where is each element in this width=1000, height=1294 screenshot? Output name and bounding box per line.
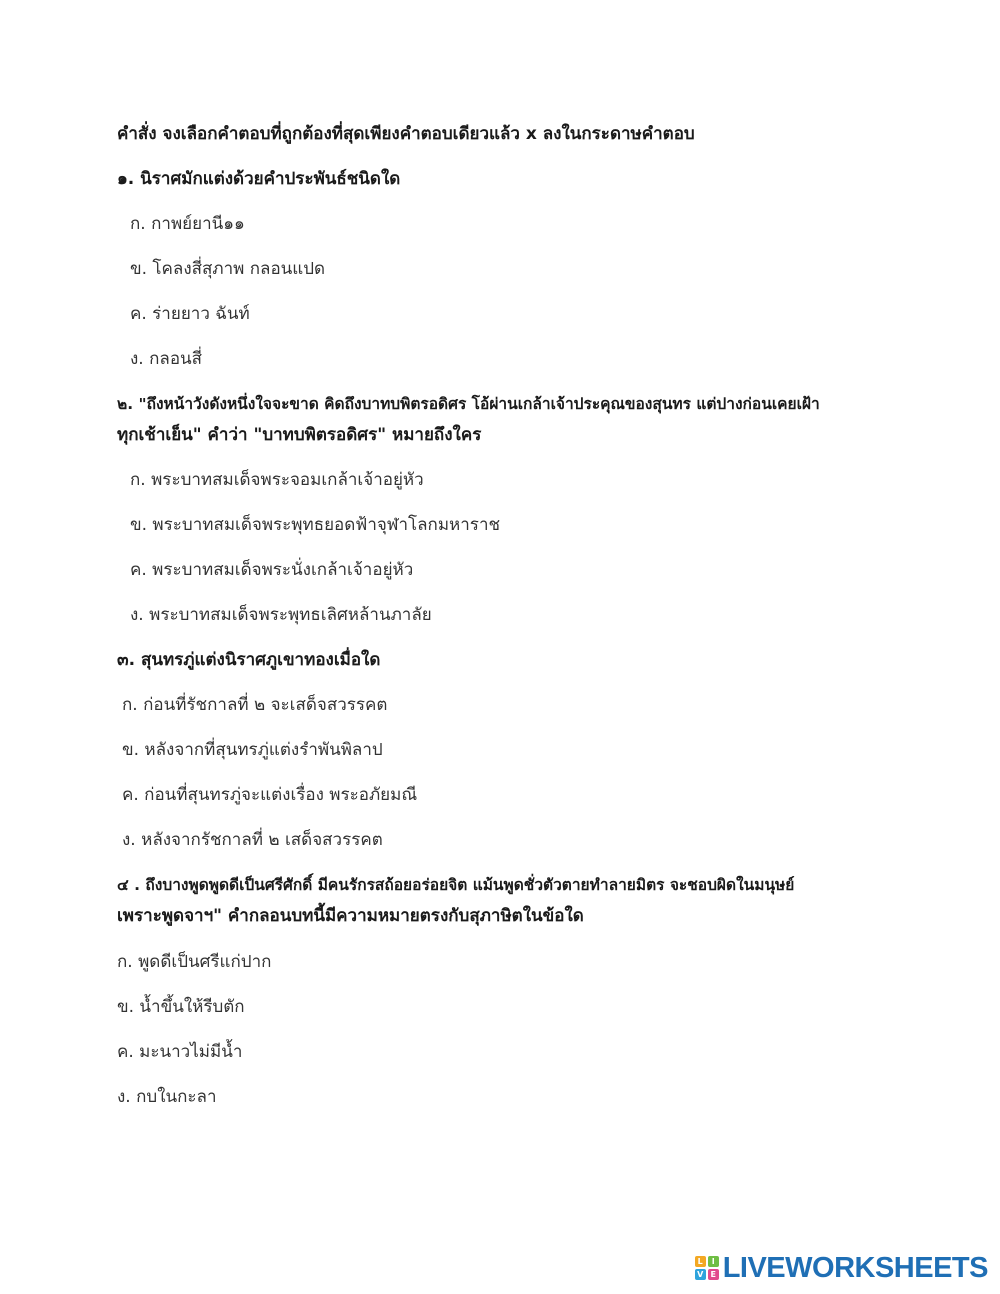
question-3-option-a[interactable]: ก. ก่อนที่รัชกาลที่ ๒ จะเสด็จสวรรคต	[122, 695, 388, 715]
question-4-option-d[interactable]: ง. กบในกะลา	[117, 1087, 217, 1107]
question-1-text: ๑. นิราศมักแต่งด้วยคำประพันธ์ชนิดใด	[117, 169, 401, 189]
question-1-option-d[interactable]: ง. กลอนสี่	[130, 349, 203, 369]
question-1-option-c[interactable]: ค. ร่ายยาว ฉันท์	[130, 304, 250, 324]
question-4-text-line-2: เพราะพูดจาฯ" คำกลอนบทนี้มีความหมายตรงกับสุภาษิตในข้อใด	[117, 906, 584, 926]
question-4-option-a[interactable]: ก. พูดดีเป็นศรีแก่ปาก	[117, 952, 272, 972]
question-2-option-b[interactable]: ข. พระบาทสมเด็จพระพุทธยอดฟ้าจุฬาโลกมหาราช	[130, 515, 501, 535]
question-1-option-b[interactable]: ข. โคลงสี่สุภาพ กลอนแปด	[130, 259, 326, 279]
liveworksheets-logo-text: LIVEWORKSHEETS	[722, 1251, 988, 1284]
question-3-option-d[interactable]: ง. หลังจากรัชกาลที่ ๒ เสด็จสวรรคต	[122, 830, 383, 850]
question-3-option-c[interactable]: ค. ก่อนที่สุนทรภู่จะแต่งเรื่อง พระอภัยมณี	[122, 785, 418, 805]
question-4-option-b[interactable]: ข. น้ำขึ้นให้รีบตัก	[117, 997, 245, 1017]
question-2-text-line-1: ๒. "ถึงหน้าวังดังหนึ่งใจจะขาด คิดถึงบาทบพิตรอดิศร โอ้ผ่านเกล้าเจ้าประคุณของสุนทร แต่ปางก่อนเคยเฝ้า	[117, 395, 820, 413]
liveworksheets-logo-icon: L I V E	[695, 1256, 719, 1280]
question-2-text-line-2: ทุกเช้าเย็น" คำว่า "บาทบพิตรอดิศร" หมายถึงใคร	[117, 425, 482, 445]
question-2-option-c[interactable]: ค. พระบาทสมเด็จพระนั่งเกล้าเจ้าอยู่หัว	[130, 560, 414, 580]
question-2-option-a[interactable]: ก. พระบาทสมเด็จพระจอมเกล้าเจ้าอยู่หัว	[130, 470, 424, 490]
question-2-option-d[interactable]: ง. พระบาทสมเด็จพระพุทธเลิศหล้านภาลัย	[130, 605, 432, 625]
liveworksheets-logo	[695, 1251, 988, 1284]
question-3-option-b[interactable]: ข. หลังจากที่สุนทรภู่แต่งรำพันพิลาป	[122, 740, 383, 760]
question-1-option-a[interactable]: ก. กาพย์ยานี๑๑	[130, 214, 245, 234]
question-3-text: ๓. สุนทรภู่แต่งนิราศภูเขาทองเมื่อใด	[117, 650, 381, 670]
question-4-text-line-1: ๔ . ถึงบางพูดพูดดีเป็นศรีศักดิ์ มีคนรักรสถ้อยอร่อยจิต แม้นพูดชั่วตัวตายทำลายมิตร จะชอบผิดในมนุษย์	[117, 876, 795, 894]
instruction-text: คำสั่ง จงเลือกคำตอบที่ถูกต้องที่สุดเพียงคำตอบเดียวแล้ว x ลงในกระดาษคำตอบ	[117, 124, 695, 144]
question-4-option-c[interactable]: ค. มะนาวไม่มีน้ำ	[117, 1042, 243, 1062]
